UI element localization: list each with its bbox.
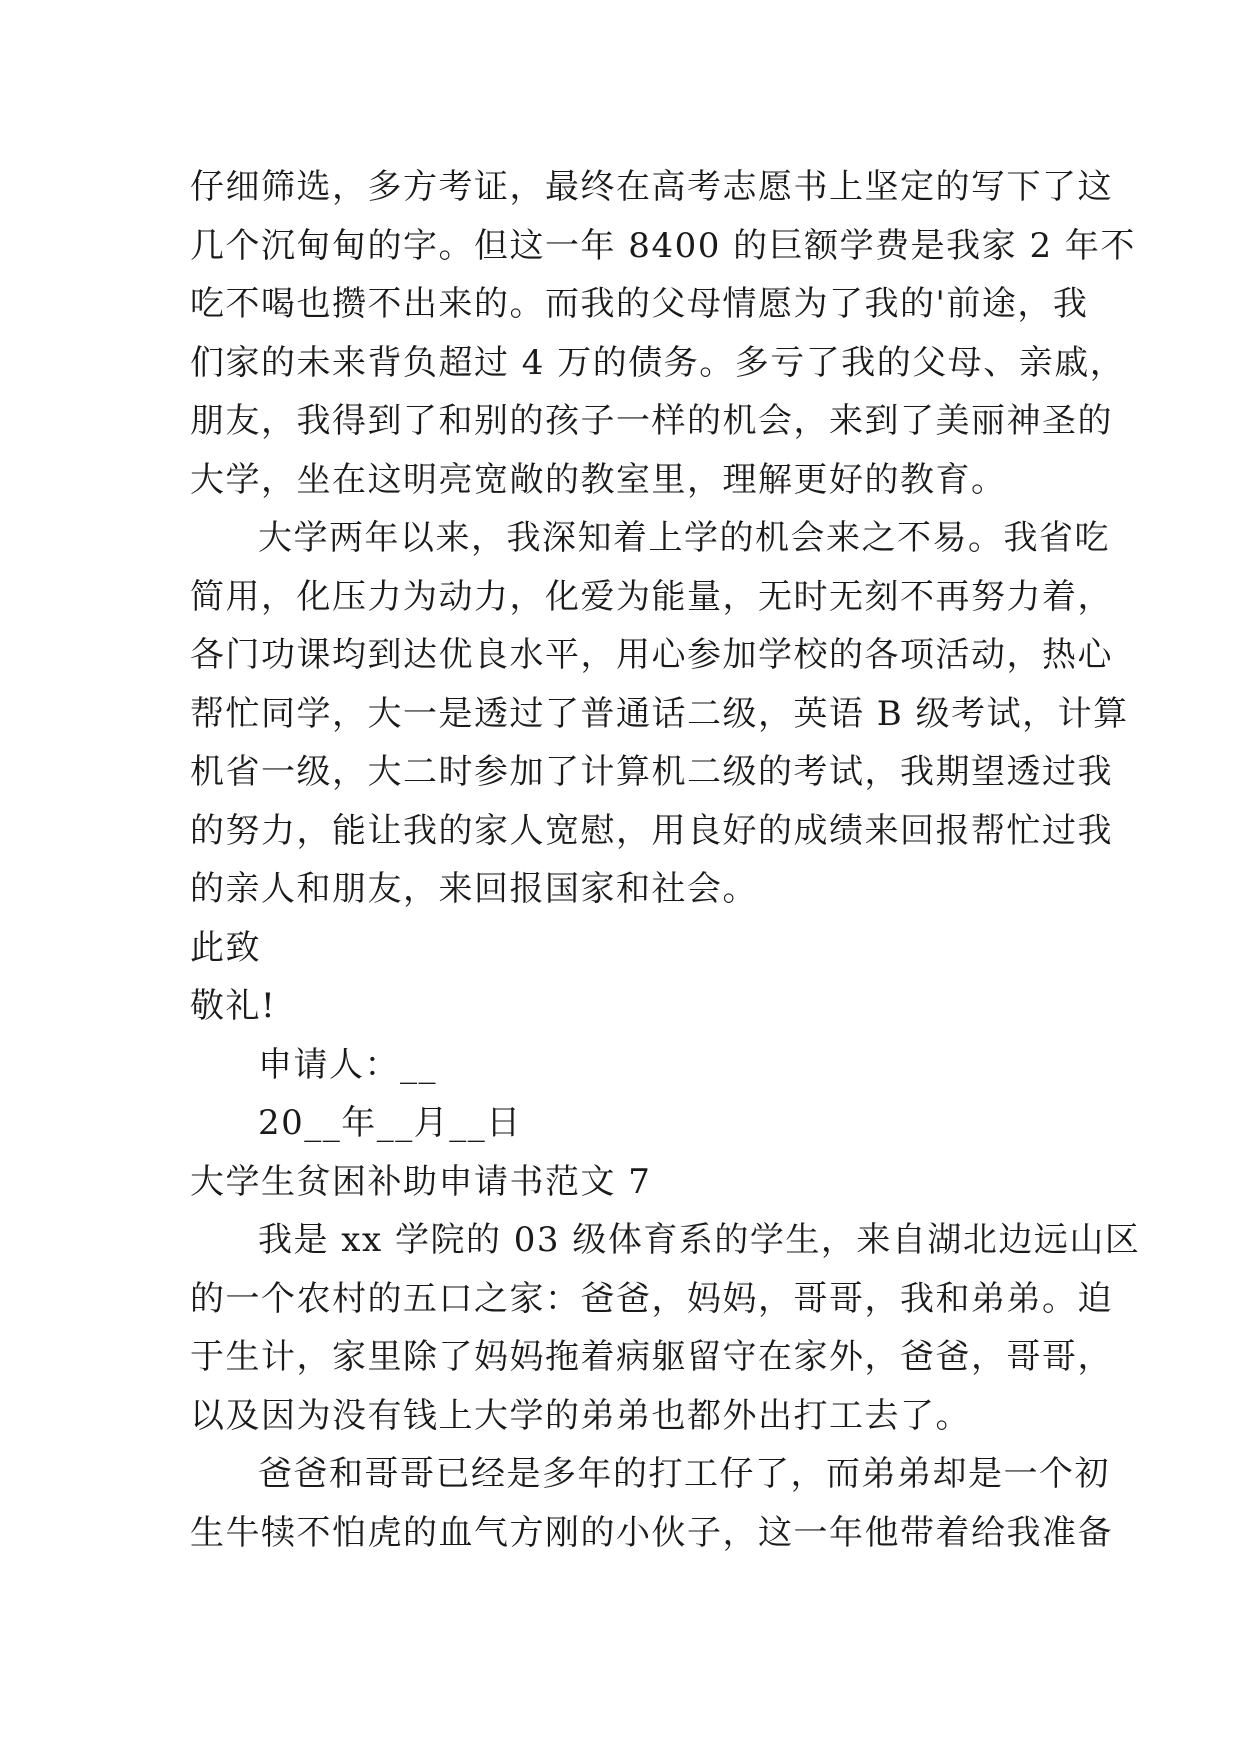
- paragraph-line: 生牛犊不怕虎的血气方刚的小伙子，这一年他带着给我准备: [190, 1512, 1113, 1553]
- paragraph-line: 几个沉甸甸的字。但这一年 8400 的巨额学费是我家 2 年不: [190, 225, 1136, 266]
- paragraph-line: 于生计，家里除了妈妈拖着病躯留守在家外，爸爸，哥哥，: [190, 1337, 1113, 1377]
- paragraph-line: 的亲人和朋友，来回报国家和社会。: [190, 869, 758, 909]
- paragraph-line: 吃不喝也攒不出来的。而我的父母情愿为了我的'前途，我: [190, 284, 1089, 324]
- document-body: [190, 158, 1141, 1562]
- paragraph-line: 帮忙同学，大一是透过了普通话二级，英语 B 级考试，计算: [190, 693, 1129, 734]
- closing-regards: 敬礼!: [190, 986, 277, 1026]
- applicant-signature: 申请人：__: [258, 1044, 437, 1085]
- paragraph-line: 的努力，能让我的家人宽慰，用良好的成绩来回报帮忙过我: [190, 810, 1113, 851]
- paragraph-line: 简用，化压力为动力，化爱为能量，无时无刻不再努力着，: [190, 576, 1113, 617]
- section-heading: 大学生贫困补助申请书范文 7: [190, 1161, 652, 1202]
- paragraph-line: 以及因为没有钱上大学的弟弟也都外出打工去了。: [190, 1395, 971, 1436]
- paragraph-line: 的一个农村的五口之家：爸爸，妈妈，哥哥，我和弟弟。迫: [190, 1278, 1113, 1319]
- paragraph-line: 机省一级，大二时参加了计算机二级的考试，我期望透过我: [190, 752, 1113, 792]
- paragraph-line: 仔细筛选，多方考证，最终在高考志愿书上坚定的写下了这: [190, 167, 1113, 207]
- paragraph-line: 大学两年以来，我深知着上学的机会来之不易。我省吃: [258, 518, 1110, 558]
- paragraph-line: 大学，坐在这明亮宽敞的教室里，理解更好的教育。: [190, 459, 1007, 500]
- paragraph-line: 朋友，我得到了和别的孩子一样的机会，来到了美丽神圣的: [190, 401, 1113, 441]
- paragraph-line: 爸爸和哥哥已经是多年的打工仔了，而弟弟却是一个初: [258, 1454, 1110, 1494]
- date-line: 20__年__月__日: [258, 1103, 522, 1143]
- paragraph-line: 我是 xx 学院的 03 级体育系的学生，来自湖北边远山区: [258, 1220, 1141, 1260]
- paragraph-line: 各门功课均到达优良水平，用心参加学校的各项活动，热心: [190, 635, 1113, 675]
- paragraph-line: 们家的未来背负超过 4 万的债务。多亏了我的父母、亲戚，: [190, 342, 1126, 383]
- closing-salutation: 此致: [190, 927, 261, 968]
